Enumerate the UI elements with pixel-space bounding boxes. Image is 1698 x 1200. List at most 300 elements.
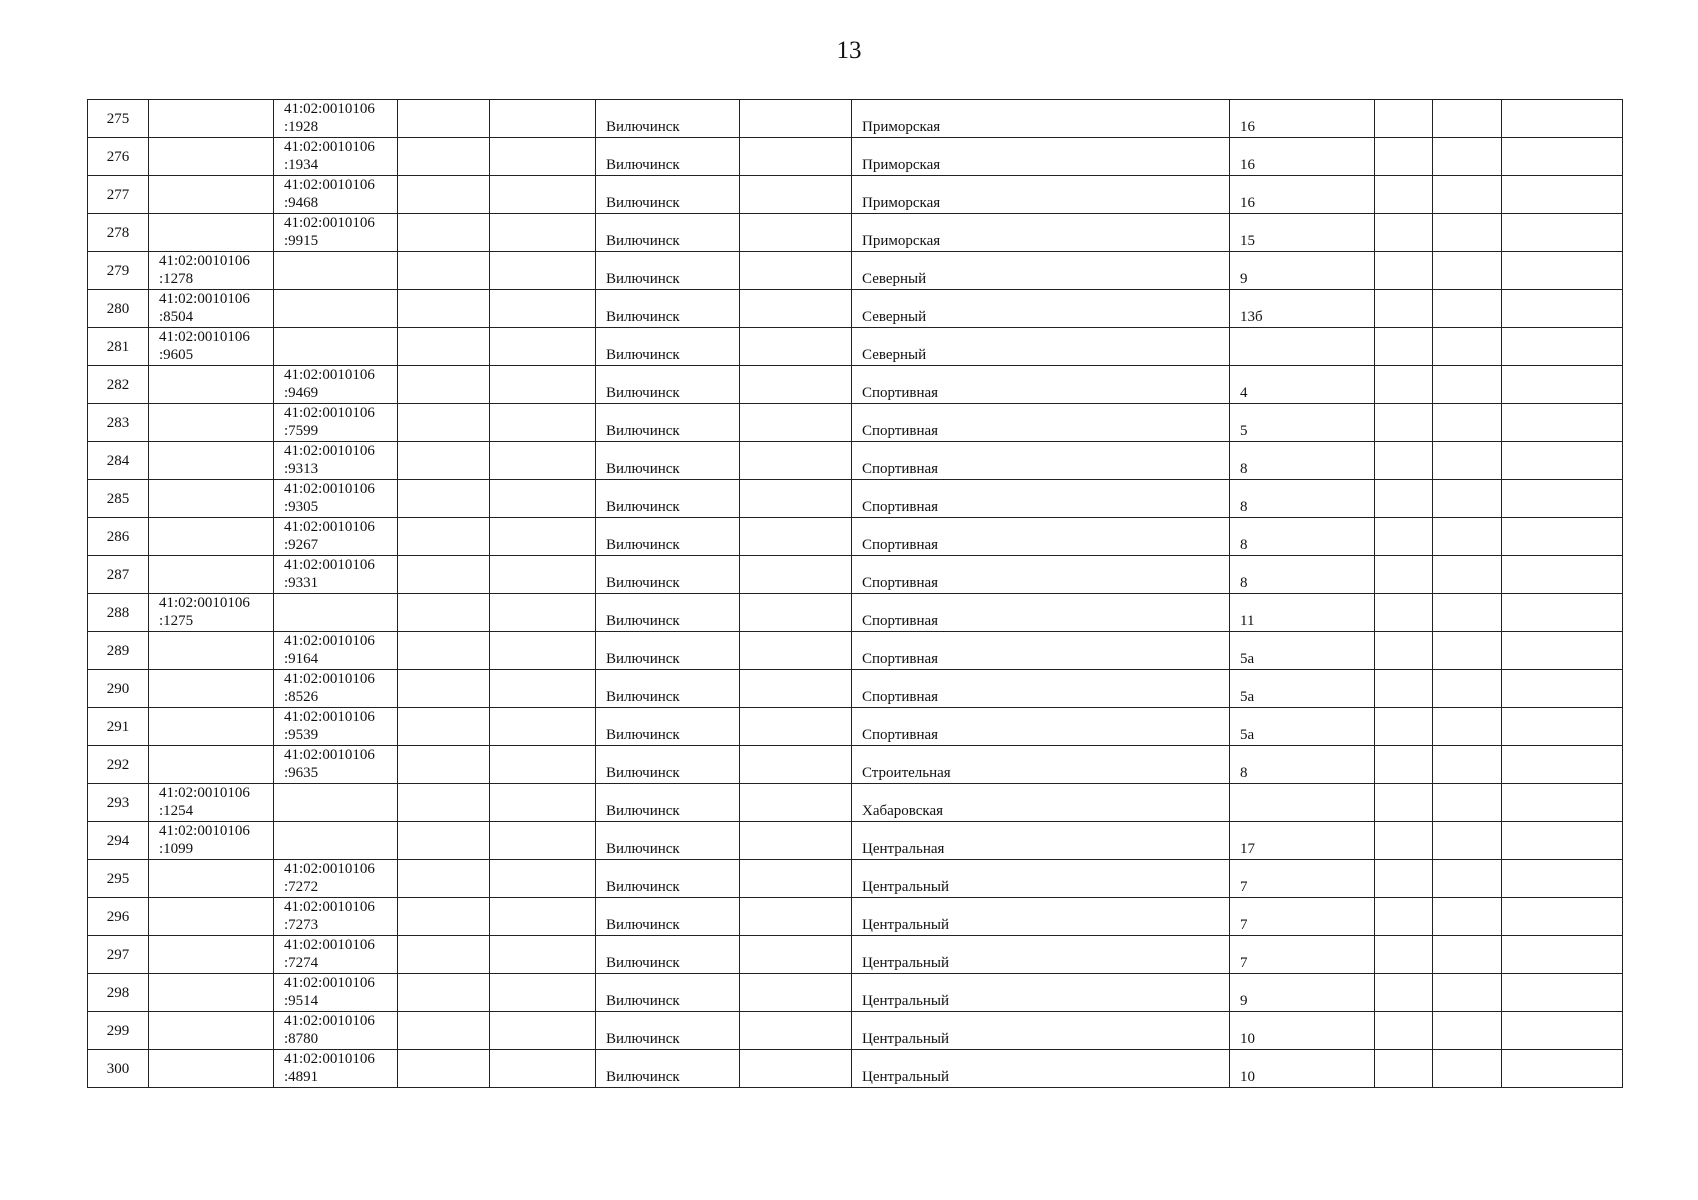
empty-cell <box>398 366 490 404</box>
cadastral-suffix: :9331 <box>284 575 319 591</box>
city-name: Вилючинск <box>606 385 680 401</box>
empty-cell <box>398 746 490 784</box>
empty-cell <box>740 898 852 936</box>
empty-cell <box>1433 366 1502 404</box>
city-cell <box>596 556 740 594</box>
street-name: Спортивная <box>862 461 939 477</box>
street-name: Центральный <box>862 993 950 1009</box>
house-number-cell <box>1230 898 1375 936</box>
city-cell <box>596 290 740 328</box>
empty-cell <box>1375 556 1433 594</box>
empty-cell <box>398 784 490 822</box>
cadastral-number-b-cell <box>274 974 398 1012</box>
empty-cell <box>740 100 852 138</box>
city-cell <box>596 708 740 746</box>
city-cell <box>596 480 740 518</box>
house-number-cell <box>1230 708 1375 746</box>
empty-cell <box>1502 290 1623 328</box>
cadastral-suffix: :9605 <box>159 347 194 363</box>
empty-cell <box>398 100 490 138</box>
house-number: 10 <box>1240 1031 1255 1047</box>
cadastral-suffix: :7272 <box>284 879 319 895</box>
street-cell <box>852 1012 1230 1050</box>
house-number: 13б <box>1240 309 1263 325</box>
empty-cell <box>398 252 490 290</box>
empty-cell <box>740 556 852 594</box>
row-number-cell: 298 <box>88 974 149 1012</box>
cadastral-number-b-cell <box>274 518 398 556</box>
cadastral-number-b-cell <box>274 480 398 518</box>
row-number-cell: 281 <box>88 328 149 366</box>
empty-cell <box>490 632 596 670</box>
street-cell <box>852 860 1230 898</box>
empty-cell <box>490 670 596 708</box>
street-name: Спортивная <box>862 575 939 591</box>
cadastral-number-b-cell <box>274 214 398 252</box>
street-name: Спортивная <box>862 651 939 667</box>
house-number-cell <box>1230 328 1375 366</box>
house-number-cell <box>1230 936 1375 974</box>
page-number: 13 <box>836 37 862 64</box>
empty-cell <box>740 860 852 898</box>
cadastral-number-a-cell <box>149 974 274 1012</box>
house-number: 7 <box>1240 955 1248 971</box>
empty-cell <box>1502 328 1623 366</box>
empty-cell <box>1375 214 1433 252</box>
city-name: Вилючинск <box>606 119 680 135</box>
empty-cell <box>490 100 596 138</box>
street-cell <box>852 290 1230 328</box>
cadastral-suffix: :4891 <box>284 1069 319 1085</box>
street-cell <box>852 138 1230 176</box>
city-name: Вилючинск <box>606 841 680 857</box>
city-cell <box>596 670 740 708</box>
cadastral-number-b-cell <box>274 252 398 290</box>
empty-cell <box>1433 518 1502 556</box>
empty-cell <box>490 936 596 974</box>
empty-cell <box>740 974 852 1012</box>
empty-cell <box>398 1050 490 1088</box>
empty-cell <box>1502 214 1623 252</box>
street-cell <box>852 480 1230 518</box>
cadastral-number-b-cell <box>274 594 398 632</box>
table-row <box>88 708 1623 746</box>
cadastral-prefix: 41:02:0010106 <box>284 937 375 953</box>
house-number: 11 <box>1240 613 1255 629</box>
city-cell <box>596 974 740 1012</box>
empty-cell <box>1433 176 1502 214</box>
table-row <box>88 328 1623 366</box>
street-name: Приморская <box>862 195 941 211</box>
street-name: Хабаровская <box>862 803 944 819</box>
city-cell <box>596 898 740 936</box>
empty-cell <box>1375 1050 1433 1088</box>
city-cell <box>596 100 740 138</box>
row-number-cell: 285 <box>88 480 149 518</box>
empty-cell <box>1375 746 1433 784</box>
cadastral-suffix: :1928 <box>284 119 319 135</box>
cadastral-suffix: :1275 <box>159 613 194 629</box>
house-number-cell <box>1230 860 1375 898</box>
empty-cell <box>490 480 596 518</box>
street-cell <box>852 176 1230 214</box>
cadastral-number-a-cell <box>149 442 274 480</box>
cadastral-suffix: :9468 <box>284 195 319 211</box>
house-number: 16 <box>1240 119 1255 135</box>
table-row <box>88 290 1623 328</box>
city-cell <box>596 404 740 442</box>
table-row <box>88 138 1623 176</box>
cadastral-number-b-cell <box>274 936 398 974</box>
street-name: Центральный <box>862 917 950 933</box>
table-row <box>88 594 1623 632</box>
house-number-cell <box>1230 176 1375 214</box>
city-name: Вилючинск <box>606 993 680 1009</box>
cadastral-prefix: 41:02:0010106 <box>284 899 375 915</box>
street-name: Северный <box>862 271 927 287</box>
empty-cell <box>490 518 596 556</box>
empty-cell <box>1433 252 1502 290</box>
city-cell <box>596 860 740 898</box>
empty-cell <box>1433 1050 1502 1088</box>
empty-cell <box>398 860 490 898</box>
city-name: Вилючинск <box>606 651 680 667</box>
cadastral-suffix: :8780 <box>284 1031 319 1047</box>
cadastral-prefix: 41:02:0010106 <box>159 291 250 307</box>
city-name: Вилючинск <box>606 1069 680 1085</box>
empty-cell <box>1433 784 1502 822</box>
cadastral-suffix: :1934 <box>284 157 319 173</box>
cadastral-prefix: 41:02:0010106 <box>284 519 375 535</box>
cadastral-number-a-cell <box>149 214 274 252</box>
empty-cell <box>1433 100 1502 138</box>
cadastral-prefix: 41:02:0010106 <box>284 443 375 459</box>
empty-cell <box>1375 936 1433 974</box>
street-cell <box>852 100 1230 138</box>
empty-cell <box>1502 594 1623 632</box>
empty-cell <box>490 176 596 214</box>
cadastral-suffix: :7273 <box>284 917 319 933</box>
empty-cell <box>1375 252 1433 290</box>
cadastral-suffix: :9267 <box>284 537 319 553</box>
cadastral-prefix: 41:02:0010106 <box>284 671 375 687</box>
house-number-cell <box>1230 252 1375 290</box>
row-number-cell: 277 <box>88 176 149 214</box>
city-cell <box>596 176 740 214</box>
house-number-cell <box>1230 442 1375 480</box>
city-name: Вилючинск <box>606 613 680 629</box>
table-row <box>88 252 1623 290</box>
house-number: 4 <box>1240 385 1248 401</box>
cadastral-number-b-cell <box>274 404 398 442</box>
row-number-cell: 284 <box>88 442 149 480</box>
house-number-cell <box>1230 518 1375 556</box>
cadastral-prefix: 41:02:0010106 <box>284 1051 375 1067</box>
empty-cell <box>1375 176 1433 214</box>
table-row <box>88 746 1623 784</box>
street-cell <box>852 708 1230 746</box>
cadastral-number-b-cell <box>274 822 398 860</box>
empty-cell <box>1433 290 1502 328</box>
row-number-cell: 288 <box>88 594 149 632</box>
empty-cell <box>490 214 596 252</box>
empty-cell <box>1502 1012 1623 1050</box>
city-name: Вилючинск <box>606 499 680 515</box>
cadastral-number-b-cell <box>274 860 398 898</box>
table-row <box>88 480 1623 518</box>
cadastral-suffix: :1278 <box>159 271 194 287</box>
row-number-cell: 287 <box>88 556 149 594</box>
cadastral-number-b-cell <box>274 1012 398 1050</box>
row-number-cell: 278 <box>88 214 149 252</box>
empty-cell <box>398 936 490 974</box>
empty-cell <box>1433 670 1502 708</box>
empty-cell <box>1433 138 1502 176</box>
cadastral-number-a-cell <box>149 556 274 594</box>
house-number: 17 <box>1240 841 1255 857</box>
house-number: 7 <box>1240 879 1248 895</box>
empty-cell <box>740 328 852 366</box>
empty-cell <box>490 594 596 632</box>
city-name: Вилючинск <box>606 423 680 439</box>
street-cell <box>852 670 1230 708</box>
street-cell <box>852 594 1230 632</box>
cadastral-number-a-cell <box>149 100 274 138</box>
city-name: Вилючинск <box>606 157 680 173</box>
empty-cell <box>1375 138 1433 176</box>
cadastral-number-a-cell <box>149 822 274 860</box>
empty-cell <box>398 290 490 328</box>
empty-cell <box>1502 784 1623 822</box>
street-cell <box>852 366 1230 404</box>
empty-cell <box>1502 1050 1623 1088</box>
empty-cell <box>1502 670 1623 708</box>
cadastral-number-b-cell <box>274 138 398 176</box>
empty-cell <box>740 518 852 556</box>
house-number-cell <box>1230 670 1375 708</box>
empty-cell <box>1375 290 1433 328</box>
table-row <box>88 784 1623 822</box>
empty-cell <box>1433 442 1502 480</box>
city-name: Вилючинск <box>606 1031 680 1047</box>
cadastral-suffix: :8504 <box>159 309 194 325</box>
cadastral-prefix: 41:02:0010106 <box>159 329 250 345</box>
empty-cell <box>398 518 490 556</box>
cadastral-prefix: 41:02:0010106 <box>159 823 250 839</box>
cadastral-suffix: :7599 <box>284 423 319 439</box>
street-name: Центральная <box>862 841 945 857</box>
empty-cell <box>398 822 490 860</box>
empty-cell <box>398 138 490 176</box>
empty-cell <box>1433 974 1502 1012</box>
empty-cell <box>1433 822 1502 860</box>
street-name: Центральный <box>862 955 950 971</box>
cadastral-suffix: :1254 <box>159 803 194 819</box>
street-cell <box>852 518 1230 556</box>
cadastral-prefix: 41:02:0010106 <box>284 747 375 763</box>
house-number-cell <box>1230 404 1375 442</box>
city-name: Вилючинск <box>606 955 680 971</box>
house-number-cell <box>1230 214 1375 252</box>
empty-cell <box>398 1012 490 1050</box>
table-row <box>88 556 1623 594</box>
empty-cell <box>740 252 852 290</box>
empty-cell <box>490 974 596 1012</box>
cadastral-number-b-cell <box>274 290 398 328</box>
city-cell <box>596 518 740 556</box>
empty-cell <box>490 746 596 784</box>
cadastral-number-a-cell <box>149 746 274 784</box>
city-name: Вилючинск <box>606 347 680 363</box>
street-name: Спортивная <box>862 727 939 743</box>
city-cell <box>596 252 740 290</box>
street-cell <box>852 822 1230 860</box>
city-name: Вилючинск <box>606 727 680 743</box>
empty-cell <box>398 898 490 936</box>
table-row <box>88 100 1623 138</box>
empty-cell <box>740 480 852 518</box>
city-cell <box>596 784 740 822</box>
empty-cell <box>1502 442 1623 480</box>
empty-cell <box>1375 670 1433 708</box>
empty-cell <box>740 176 852 214</box>
cadastral-suffix: :1099 <box>159 841 194 857</box>
city-cell <box>596 442 740 480</box>
city-name: Вилючинск <box>606 765 680 781</box>
empty-cell <box>1433 328 1502 366</box>
empty-cell <box>490 784 596 822</box>
street-name: Центральный <box>862 879 950 895</box>
row-number-cell: 294 <box>88 822 149 860</box>
empty-cell <box>740 632 852 670</box>
row-number-cell: 289 <box>88 632 149 670</box>
empty-cell <box>490 252 596 290</box>
empty-cell <box>1502 822 1623 860</box>
cadastral-number-a-cell <box>149 632 274 670</box>
street-cell <box>852 632 1230 670</box>
cadastral-number-b-cell <box>274 366 398 404</box>
empty-cell <box>490 1012 596 1050</box>
street-cell <box>852 252 1230 290</box>
table-row <box>88 936 1623 974</box>
row-number-cell: 283 <box>88 404 149 442</box>
cadastral-number-b-cell <box>274 784 398 822</box>
cadastral-suffix: :9469 <box>284 385 319 401</box>
empty-cell <box>1433 936 1502 974</box>
city-cell <box>596 594 740 632</box>
empty-cell <box>398 708 490 746</box>
table-row <box>88 214 1623 252</box>
cadastral-number-a-cell <box>149 138 274 176</box>
row-number-cell: 292 <box>88 746 149 784</box>
row-number-cell: 297 <box>88 936 149 974</box>
city-cell <box>596 138 740 176</box>
cadastral-prefix: 41:02:0010106 <box>284 177 375 193</box>
street-name: Северный <box>862 309 927 325</box>
house-number-cell <box>1230 784 1375 822</box>
cadastral-suffix: :9915 <box>284 233 319 249</box>
cadastral-suffix: :9514 <box>284 993 319 1009</box>
empty-cell <box>1502 860 1623 898</box>
empty-cell <box>740 746 852 784</box>
table-row <box>88 670 1623 708</box>
empty-cell <box>740 366 852 404</box>
empty-cell <box>740 138 852 176</box>
city-cell <box>596 936 740 974</box>
empty-cell <box>1375 518 1433 556</box>
cadastral-number-a-cell <box>149 404 274 442</box>
street-name: Спортивная <box>862 385 939 401</box>
street-cell <box>852 1050 1230 1088</box>
empty-cell <box>740 936 852 974</box>
cadastral-suffix: :9539 <box>284 727 319 743</box>
empty-cell <box>740 670 852 708</box>
empty-cell <box>1433 746 1502 784</box>
house-number: 9 <box>1240 271 1248 287</box>
table-row <box>88 632 1623 670</box>
empty-cell <box>1502 404 1623 442</box>
empty-cell <box>1433 404 1502 442</box>
cadastral-prefix: 41:02:0010106 <box>284 633 375 649</box>
empty-cell <box>490 556 596 594</box>
empty-cell <box>1502 176 1623 214</box>
city-name: Вилючинск <box>606 917 680 933</box>
empty-cell <box>490 1050 596 1088</box>
empty-cell <box>740 214 852 252</box>
empty-cell <box>490 290 596 328</box>
empty-cell <box>1375 480 1433 518</box>
cadastral-prefix: 41:02:0010106 <box>284 215 375 231</box>
cadastral-number-b-cell <box>274 1050 398 1088</box>
empty-cell <box>398 176 490 214</box>
row-number-cell: 291 <box>88 708 149 746</box>
empty-cell <box>490 822 596 860</box>
empty-cell <box>740 822 852 860</box>
empty-cell <box>1502 556 1623 594</box>
city-cell <box>596 328 740 366</box>
empty-cell <box>1375 708 1433 746</box>
row-number-cell: 282 <box>88 366 149 404</box>
empty-cell <box>740 594 852 632</box>
street-name: Центральный <box>862 1069 950 1085</box>
cadastral-number-b-cell <box>274 556 398 594</box>
cadastral-suffix: :8526 <box>284 689 319 705</box>
empty-cell <box>490 404 596 442</box>
street-cell <box>852 784 1230 822</box>
empty-cell <box>1502 708 1623 746</box>
street-name: Приморская <box>862 233 941 249</box>
empty-cell <box>1502 252 1623 290</box>
cadastral-number-a-cell <box>149 1012 274 1050</box>
cadastral-prefix: 41:02:0010106 <box>284 101 375 117</box>
cadastral-prefix: 41:02:0010106 <box>159 253 250 269</box>
empty-cell <box>1375 784 1433 822</box>
cadastral-number-b-cell <box>274 328 398 366</box>
empty-cell <box>1433 1012 1502 1050</box>
house-number-cell <box>1230 974 1375 1012</box>
row-number-cell: 275 <box>88 100 149 138</box>
cadastral-number-b-cell <box>274 708 398 746</box>
row-number-cell: 293 <box>88 784 149 822</box>
cadastral-prefix: 41:02:0010106 <box>284 975 375 991</box>
empty-cell <box>740 290 852 328</box>
city-name: Вилючинск <box>606 271 680 287</box>
empty-cell <box>490 442 596 480</box>
house-number: 9 <box>1240 993 1248 1009</box>
street-cell <box>852 974 1230 1012</box>
house-number-cell <box>1230 1012 1375 1050</box>
cadastral-suffix: :7274 <box>284 955 319 971</box>
